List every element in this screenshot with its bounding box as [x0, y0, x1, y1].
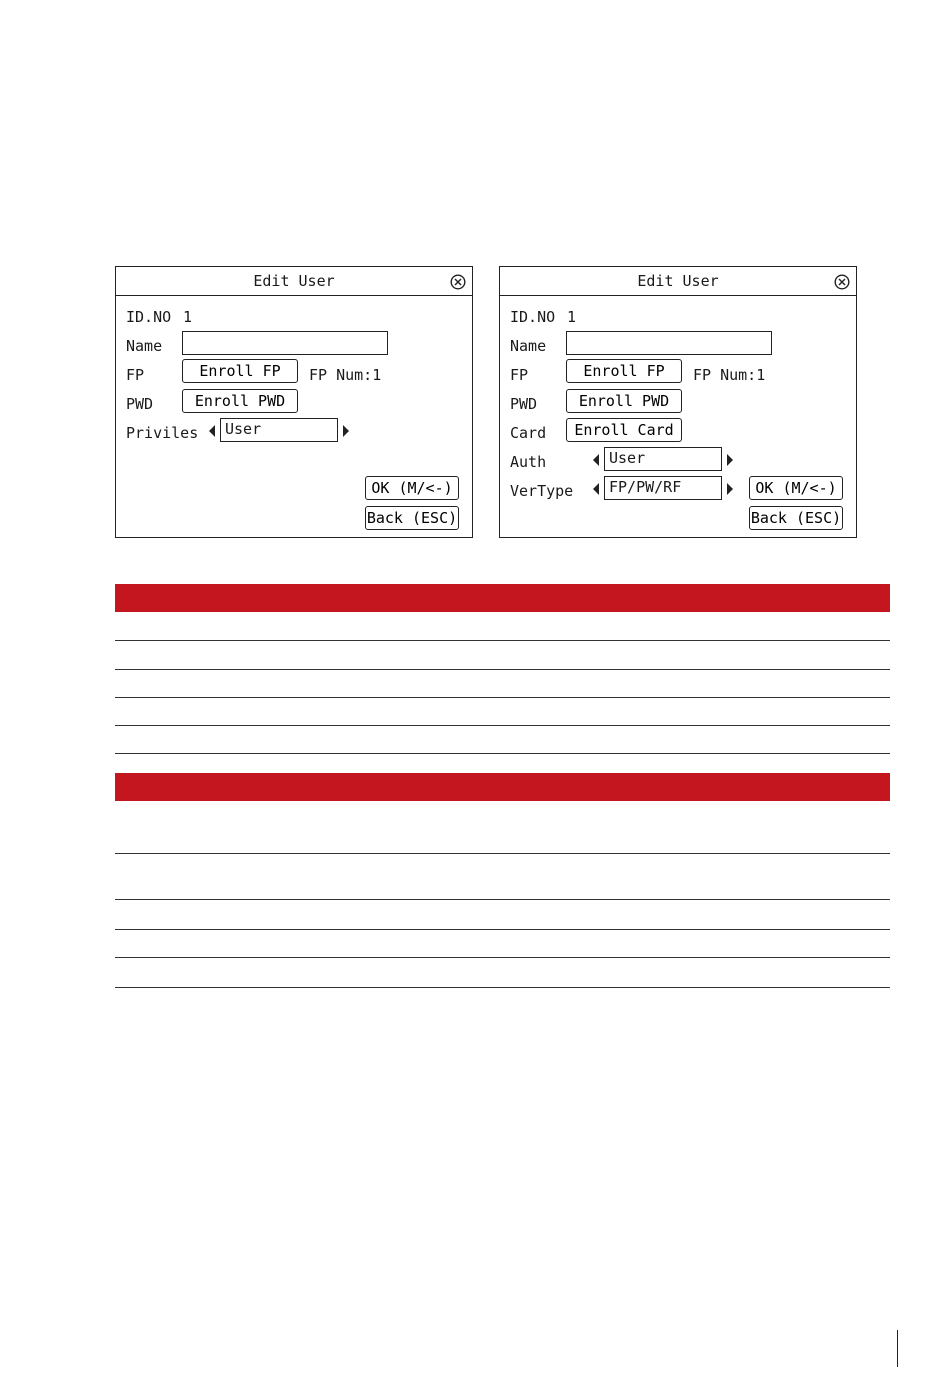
- name-label: Name: [126, 337, 163, 355]
- ok-button[interactable]: OK (M/<-): [365, 476, 459, 500]
- table-row-divider: [115, 957, 890, 958]
- triangle-right-icon[interactable]: [727, 483, 733, 495]
- name-field[interactable]: [566, 331, 772, 355]
- auth-label: Auth: [510, 453, 547, 471]
- vertype-label: VerType: [510, 482, 574, 500]
- table-header-bar: [115, 584, 890, 612]
- table-row-divider: [115, 899, 890, 900]
- close-icon[interactable]: [834, 274, 850, 290]
- triangle-left-icon[interactable]: [209, 425, 215, 437]
- enroll-card-button[interactable]: Enroll Card: [566, 418, 682, 442]
- privileges-select[interactable]: User: [220, 418, 338, 442]
- dialog-titlebar: [116, 267, 472, 296]
- privileges-label: Priviles: [126, 424, 199, 442]
- triangle-right-icon[interactable]: [343, 425, 349, 437]
- table-row-divider: [115, 697, 890, 698]
- edit-user-dialog-basic: [115, 266, 473, 538]
- enroll-pwd-button[interactable]: Enroll PWD: [566, 389, 682, 413]
- triangle-left-icon[interactable]: [593, 483, 599, 495]
- enroll-fp-button[interactable]: Enroll FP: [182, 359, 298, 383]
- enroll-pwd-button[interactable]: Enroll PWD: [182, 389, 298, 413]
- auth-select[interactable]: User: [604, 447, 722, 471]
- fp-num-text: FP Num:1: [309, 366, 382, 384]
- ok-button[interactable]: OK (M/<-): [749, 476, 843, 500]
- name-field[interactable]: [182, 331, 388, 355]
- table-row-divider: [115, 725, 890, 726]
- table-row-divider: [115, 853, 890, 854]
- id-value: 1: [567, 308, 577, 326]
- triangle-left-icon[interactable]: [593, 454, 599, 466]
- vertype-select[interactable]: FP/PW/RF: [604, 476, 722, 500]
- table-row-divider: [115, 753, 890, 754]
- back-button[interactable]: Back (ESC): [749, 506, 843, 530]
- id-label: ID.NO: [126, 308, 172, 326]
- table-row-divider: [115, 640, 890, 641]
- card-label: Card: [510, 424, 547, 442]
- id-value: 1: [183, 308, 193, 326]
- dialog-title: Edit User: [637, 272, 719, 290]
- close-icon[interactable]: [450, 274, 466, 290]
- table-row-divider: [115, 669, 890, 670]
- dialog-title: Edit User: [253, 272, 335, 290]
- back-button[interactable]: Back (ESC): [365, 506, 459, 530]
- table-row-divider: [115, 987, 890, 988]
- pwd-label: PWD: [510, 395, 538, 413]
- edit-user-dialog-card: [499, 266, 857, 538]
- id-label: ID.NO: [510, 308, 556, 326]
- fp-label: FP: [510, 366, 529, 384]
- dialog-titlebar: [500, 267, 856, 296]
- pwd-label: PWD: [126, 395, 154, 413]
- name-label: Name: [510, 337, 547, 355]
- enroll-fp-button[interactable]: Enroll FP: [566, 359, 682, 383]
- triangle-right-icon[interactable]: [727, 454, 733, 466]
- page-margin-rule: [897, 1330, 898, 1367]
- fp-num-text: FP Num:1: [693, 366, 766, 384]
- table-header-bar: [115, 773, 890, 801]
- table-row-divider: [115, 929, 890, 930]
- fp-label: FP: [126, 366, 145, 384]
